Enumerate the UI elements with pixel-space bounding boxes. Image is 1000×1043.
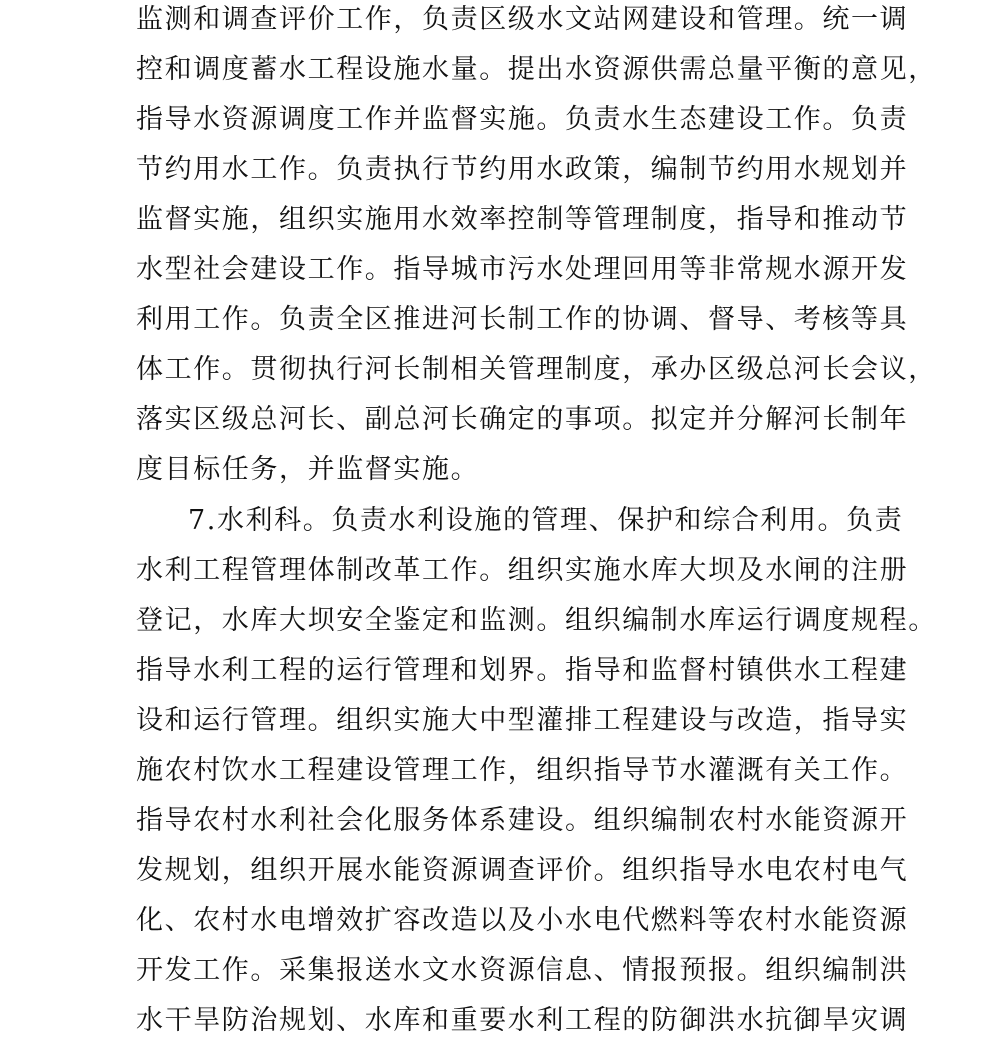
- text-line: 水型社会建设工作。指导城市污水处理回用等非常规水源开发: [136, 254, 909, 285]
- text-line: 控和调度蓄水工程设施水量。提出水资源供需总量平衡的意见，: [136, 54, 937, 85]
- text-line: 发规划，组织开展水能资源调查评价。组织指导水电农村电气: [136, 855, 909, 886]
- text-line: 度目标任务，并监督实施。: [136, 454, 480, 485]
- text-line: 开发工作。采集报送水文水资源信息、情报预报。组织编制洪: [136, 955, 909, 986]
- text-line: 利用工作。负责全区推进河长制工作的协调、督导、考核等具: [136, 304, 909, 335]
- text-line: 监测和调查评价工作，负责区级水文站网建设和管理。统一调: [136, 4, 909, 35]
- text-line: 水干旱防治规划、水库和重要水利工程的防御洪水抗御旱灾调: [136, 1005, 909, 1036]
- text-line: 登记，水库大坝安全鉴定和监测。组织编制水库运行调度规程。: [136, 605, 937, 636]
- text-line: 指导水资源调度工作并监督实施。负责水生态建设工作。负责: [136, 104, 909, 135]
- text-line: 体工作。贯彻执行河长制相关管理制度，承办区级总河长会议，: [136, 354, 937, 385]
- text-line: 监督实施，组织实施用水效率控制等管理制度，指导和推动节: [136, 204, 909, 235]
- text-line: 指导农村水利社会化服务体系建设。组织编制农村水能资源开: [136, 805, 909, 836]
- text-line: 节约用水工作。负责执行节约用水政策，编制节约用水规划并: [136, 154, 909, 185]
- section-heading-line: 7.水利科。负责水利设施的管理、保护和综合利用。负责: [188, 505, 904, 536]
- text-line: 化、农村水电增效扩容改造以及小水电代燃料等农村水能资源: [136, 905, 909, 936]
- text-line: 设和运行管理。组织实施大中型灌排工程建设与改造，指导实: [136, 705, 909, 736]
- text-line: 落实区级总河长、副总河长确定的事项。拟定并分解河长制年: [136, 404, 909, 435]
- text-line: 施农村饮水工程建设管理工作，组织指导节水灌溉有关工作。: [136, 755, 909, 786]
- text-line: 水利工程管理体制改革工作。组织实施水库大坝及水闸的注册: [136, 555, 909, 586]
- text-line: 指导水利工程的运行管理和划界。指导和监督村镇供水工程建: [136, 655, 909, 686]
